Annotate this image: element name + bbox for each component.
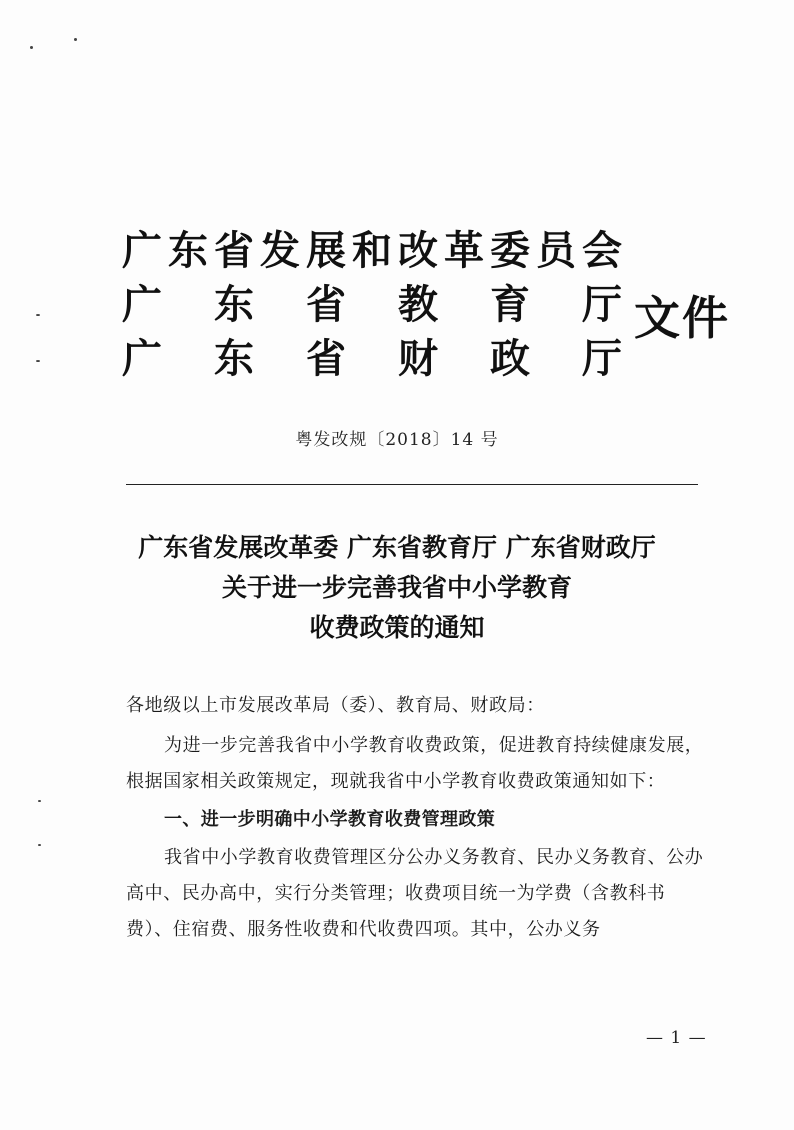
issuer-char: 广 (122, 227, 162, 274)
section-paragraph: 我省中小学教育收费管理区分公办义务教育、民办义务教育、公办高中、民办高中，实行分类管理；收费项目统一为学费（含教科书费）、住宿费、服务性收费和代收费四项。其中，公办义务 (126, 847, 704, 940)
page-number: — 1 — (646, 1028, 707, 1048)
issuer-char: 会 (582, 227, 622, 274)
issuer-char: 广 (122, 335, 162, 382)
scan-speck (38, 800, 41, 802)
document-body (126, 688, 706, 948)
header-divider (126, 484, 698, 485)
issuer-char: 发 (260, 227, 300, 274)
scan-speck (30, 46, 33, 49)
issuer-line-3 (122, 328, 622, 382)
salutation: 各地级以上市发展改革局（委）、教育局、财政局： (126, 695, 545, 716)
issuer-char: 广 (122, 281, 162, 328)
scan-speck (38, 844, 41, 846)
issuer-char: 东 (214, 335, 254, 382)
title-line: 关于进一步完善我省中小学教育 (221, 573, 572, 602)
scan-speck (74, 38, 77, 41)
title-line: 收费政策的通知 (309, 613, 485, 642)
section-heading: 一、进一步明确中小学教育收费管理政策 (164, 809, 496, 830)
issuer-char: 教 (398, 281, 438, 328)
issuer-char: 员 (536, 227, 576, 274)
issuer-char: 革 (444, 227, 484, 274)
issuer-char: 展 (306, 227, 346, 274)
issuer-char: 省 (214, 227, 254, 274)
issuer-char: 厅 (582, 335, 622, 382)
issuer-char: 厅 (582, 281, 622, 328)
issuer-char: 改 (398, 227, 438, 274)
issuer-char: 政 (490, 335, 530, 382)
scan-speck (36, 314, 40, 316)
intro-paragraph: 为进一步完善我省中小学教育收费政策，促进教育持续健康发展，根据国家相关政策规定，现就我省中小学教育收费政策通知如下： (126, 735, 704, 792)
issuer-char: 和 (352, 227, 392, 274)
issuer-line-1 (122, 220, 622, 274)
issuer-char: 东 (214, 281, 254, 328)
document-type-label: 文件 (634, 291, 730, 345)
title-line: 广东省发展改革委 广东省教育厅 广东省财政厅 (138, 533, 656, 562)
issuer-char: 委 (490, 227, 530, 274)
issuer-char: 省 (306, 335, 346, 382)
document-number: 粤发改规〔2018〕14 号 (295, 430, 499, 450)
scan-speck (36, 360, 40, 362)
issuer-char: 育 (490, 281, 530, 328)
issuer-char: 省 (306, 281, 346, 328)
issuer-char: 东 (168, 227, 208, 274)
issuer-char: 财 (398, 335, 438, 382)
issuer-line-2 (122, 274, 622, 328)
issuer-block (122, 220, 622, 382)
document-title (0, 528, 794, 648)
